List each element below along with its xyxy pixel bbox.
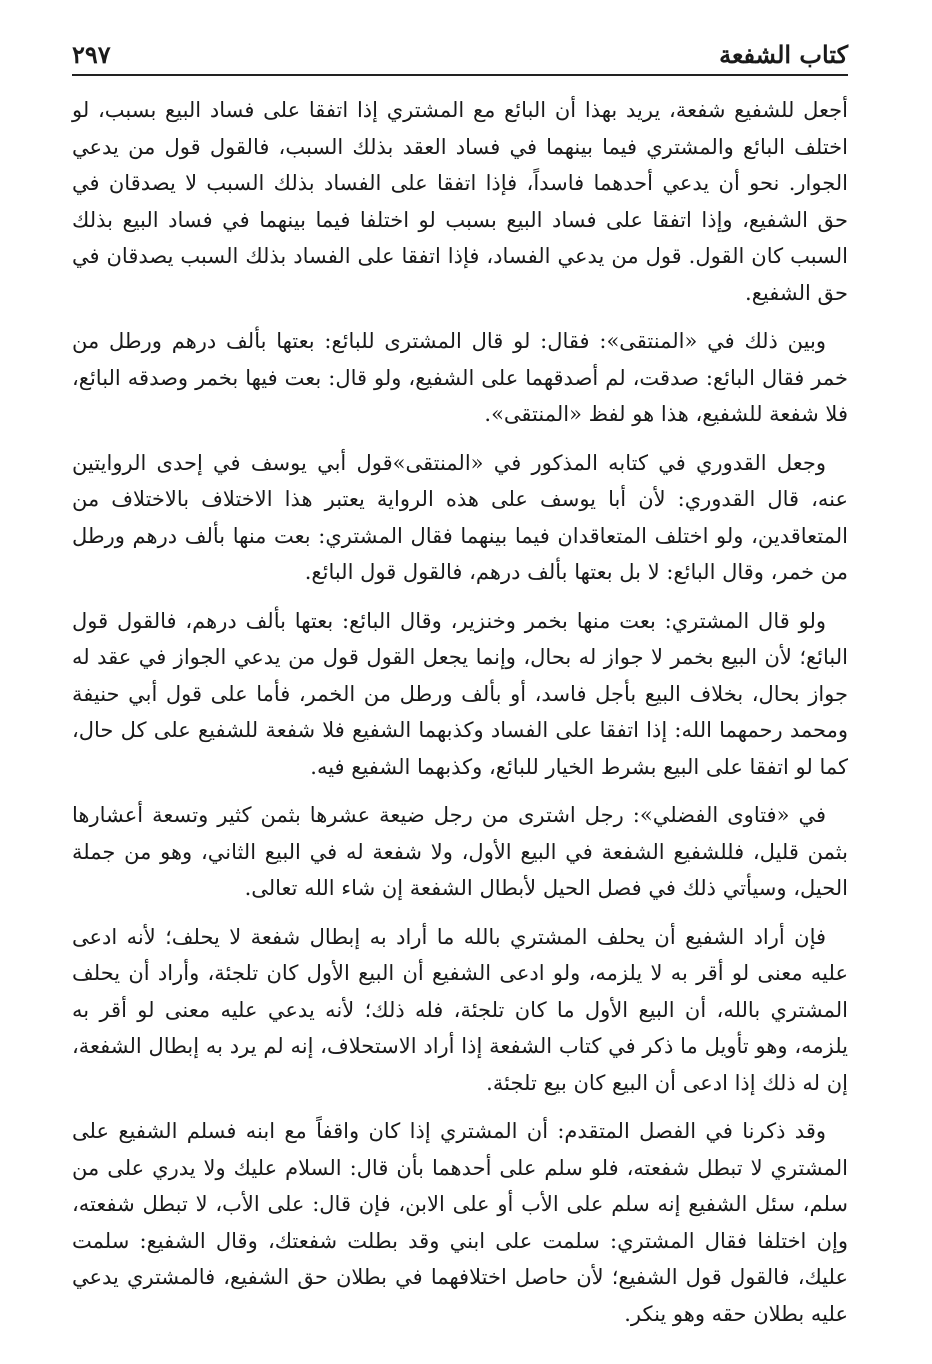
chapter-title: كتاب الشفعة — [719, 40, 848, 69]
header-divider — [72, 74, 848, 76]
paragraph: فإن أراد الشفيع أن يحلف المشتري بالله ما أراد به إبطال شفعة لا يحلف؛ لأنه ادعى عليه معنى لو أقر به لا يلزمه، ولو ادعى الشفيع أن البيع الأول كان تلجئة، وأراد أن يحلف المشتري بالله، أن البيع الأول ما كان تلجئة، فله ذلك؛ لأنه يدعي عليه معنى لو أقر به يلزمه، وهو تأويل ما ذكر في كتاب الشفعة إذا أراد الاستحلاف، إنه لم يرد به إبطال الشفعة، إن له ذلك إذا ادعى أن البيع كان بيع تلجئة. — [72, 924, 848, 1095]
paragraph: وقد ذكرنا في الفصل المتقدم: أن المشتري إذا كان واقفاً مع ابنه فسلم الشفيع على المشتري لا تبطل شفعته، فلو سلم على أحدهما بأن قال: السلام عليك ولا يدري على من سلم، سئل الشفيع إنه سلم على الأب أو على الابن، فإن قال: على الأب، لا تبطل شفعته، وإن اختلفا فقال المشتري: سلمت على ابني وقد بطلت شفعتك، وقال الشفيع: سلمت عليك، فالقول قول الشفيع؛ لأن حاصل اختلافهما في بطلان حق الشفيع، فالمشتري يدعي عليه بطلان حقه وهو ينكر. — [72, 1119, 848, 1326]
page-body — [72, 92, 848, 1344]
page-header — [72, 38, 848, 78]
paragraph: ولو قال المشتري: بعت منها بخمر وخنزير، وقال البائع: بعتها بألف درهم، فالقول قول البائع؛ لأن البيع بخمر لا جواز له بحال، وإنما يجعل القول قول من يدعي الجواز في عقد له جواز بحال، بخلاف البيع بأجل فاسد، أو بألف ورطل من الخمر، فأما على قول أبي حنيفة ومحمد رحمهما الله: إذا اتفقا على الفساد وكذبهما الشفيع فلا شفعة للشفيع على كل حال، كما لو اتفقا على البيع بشرط الخيار للبائع، وكذبهما الشفيع فيه. — [72, 608, 848, 779]
paragraph: أجعل للشفيع شفعة، يريد بهذا أن البائع مع المشتري إذا اتفقا على فساد البيع بسبب، لو اختلف البائع والمشتري فيما بينهما في فساد العقد بذلك السبب، فالقول قول من يدعي الجوار. نحو أن يدعي أحدهما فاسداً، فإذا اتفقا على الفساد بذلك السبب لا يصدقان في حق الشفيع، وإذا اتفقا على فساد البيع بسبب لو اختلفا فيما بينهما في فساد البيع بذلك السبب كان القول. قول من يدعي الفساد، فإذا اتفقا على الفساد بذلك السبب يصدقان في حق الشفيع. — [72, 98, 848, 305]
paragraph: وجعل القدوري في كتابه المذكور في «المنتقى»قول أبي يوسف في إحدى الروايتين عنه، قال القدوري: لأن أبا يوسف على هذه الرواية يعتبر هذا الاختلاف بالاختلاف من المتعاقدين، ولو اختلف المتعاقدان فيما بينهما فقال المشتري: بعت منها بألف درهم ورطل من خمر، وقال البائع: لا بل بعتها بألف درهم، فالقول قول البائع. — [72, 450, 848, 584]
page-number: ٢٩٧ — [72, 40, 111, 69]
paragraph: وبين ذلك في «المنتقى»: فقال: لو قال المشترى للبائع: بعتها بألف درهم ورطل من خمر فقال البائع: صدقت، لم أصدقهما على الشفيع، ولو قال: بعت فيها بخمر وصدقه البائع، فلا شفعة للشفيع، هذا هو لفظ «المنتقى». — [72, 329, 849, 426]
paragraph: في «فتاوى الفضلي»: رجل اشترى من رجل ضيعة عشرها بثمن كثير وتسعة أعشارها بثمن قليل، فللشفيع الشفعة في البيع الأول، ولا شفعة له في البيع الثاني، وهو من جملة الحيل، وسيأتي ذلك في فصل الحيل لأبطال الشفعة إن شاء الله تعالى. — [72, 803, 848, 900]
